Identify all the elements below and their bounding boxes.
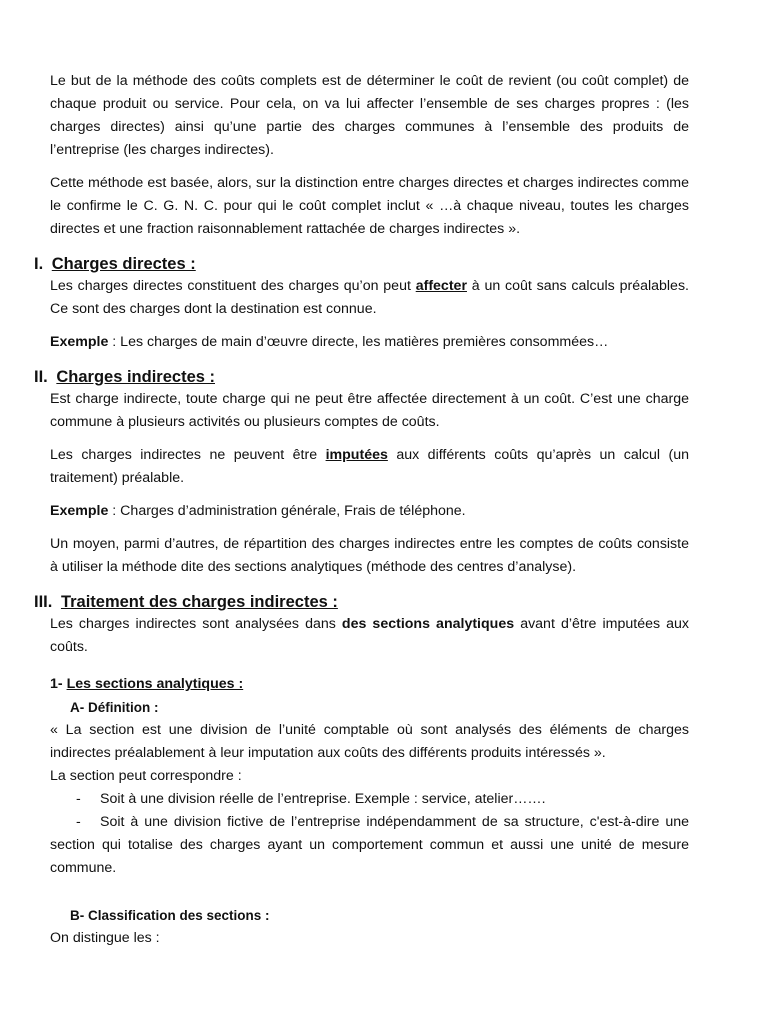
text-span: Les charges indirectes ne peuvent être [50,447,326,463]
charges-directes-definition [50,275,689,321]
text-span: aux différents coûts qu’après un calcul (un traitement) préalable. [50,447,689,486]
subheading-definition: A- Définition : [70,700,159,715]
section-title: Charges indirectes : [56,368,215,386]
list-dash: - [76,791,81,807]
charges-directes-example [50,331,689,354]
example-text: : Les charges de main d’œuvre directe, les matières premières consommées… [108,334,609,350]
distinguish-line: On distingue les : [50,930,160,946]
subsection-title: Les sections analytiques : [66,676,244,692]
section-heading-traitement [34,591,689,613]
section-heading-charges-directes [34,253,689,275]
intro-paragraph: Le but de la méthode des coûts complets est de déterminer le coût de revient (ou coût complet) de chaque produit ou service. Pour cela, on va lui affecter l’ensemble de ses charges propres : (les charges directes) ainsi qu’une partie des charges communes à l’ensemble des produits de l’entreprise (les charges indirectes). [50,73,689,158]
list-item [50,811,689,880]
emphasis-imputees: imputées [325,447,388,463]
section-number: II. [34,368,48,386]
charges-indirectes-imputation [50,444,689,490]
text-span: avant d’être imputées aux coûts. [50,616,690,655]
section-title: Traitement des charges indirectes : [60,593,338,611]
example-text: : Charges d’administration générale, Frais de téléphone. [108,503,466,519]
section-number: I. [34,255,44,273]
section-number: III. [34,593,53,611]
subheading-classification: B- Classification des sections : [70,908,270,923]
emphasis-affecter: affecter [415,278,467,294]
repartition-paragraph: Un moyen, parmi d’autres, de répartition des charges indirectes entre les comptes de coûts consiste à utiliser la méthode dite des sections analytiques (méthode des centres d’analyse). [50,536,689,575]
section-title: Charges directes : [51,255,196,273]
list-dash: - [76,814,81,830]
charges-indirectes-example [50,500,689,523]
example-label: Exemple [50,334,109,350]
example-label: Exemple [50,503,109,519]
section-heading-charges-indirectes [34,366,689,388]
list-item-text: Soit à une division réelle de l’entreprise. Exemple : service, atelier……. [100,791,546,807]
subsection-number: 1- [50,676,67,692]
traitement-paragraph [50,613,689,659]
list-item [50,788,689,811]
section-definition-quote: « La section est une division de l’unité comptable où sont analysés des éléments de charges indirectes préalablement à leur imputation aux coûts des différents produits intéressés ». [50,722,689,761]
text-span: Les charges directes constituent des charges qu’on peut [50,278,416,294]
text-span: Les charges indirectes sont analysées dans [50,616,342,632]
emphasis-sections-analytiques: des sections analytiques [341,616,515,632]
text-span: à un coût sans calculs préalables. Ce sont des charges dont la destination est connue. [50,278,689,317]
document-body [34,70,690,950]
list-item-text: Soit à une division fictive de l’entreprise indépendamment de sa structure, c'est-à-dire une section qui totalise des charges ayant un comportement commun et aussi une unité de mesure commune. [50,814,689,876]
method-paragraph: Cette méthode est basée, alors, sur la distinction entre charges directes et charges indirectes comme le confirme le C. G. N. C. pour qui le coût complet inclut « …à chaque niveau, toutes les charges directes et une fraction raisonnablement rattachée de charges indirectes ». [50,175,689,237]
section-correspond-intro: La section peut correspondre : [50,768,242,784]
subsection-heading-sections-analytiques [50,673,689,696]
charges-indirectes-definition: Est charge indirecte, toute charge qui ne peut être affectée directement à un coût. C’est une charge commune à plusieurs activités ou plusieurs comptes de coûts. [50,391,689,430]
